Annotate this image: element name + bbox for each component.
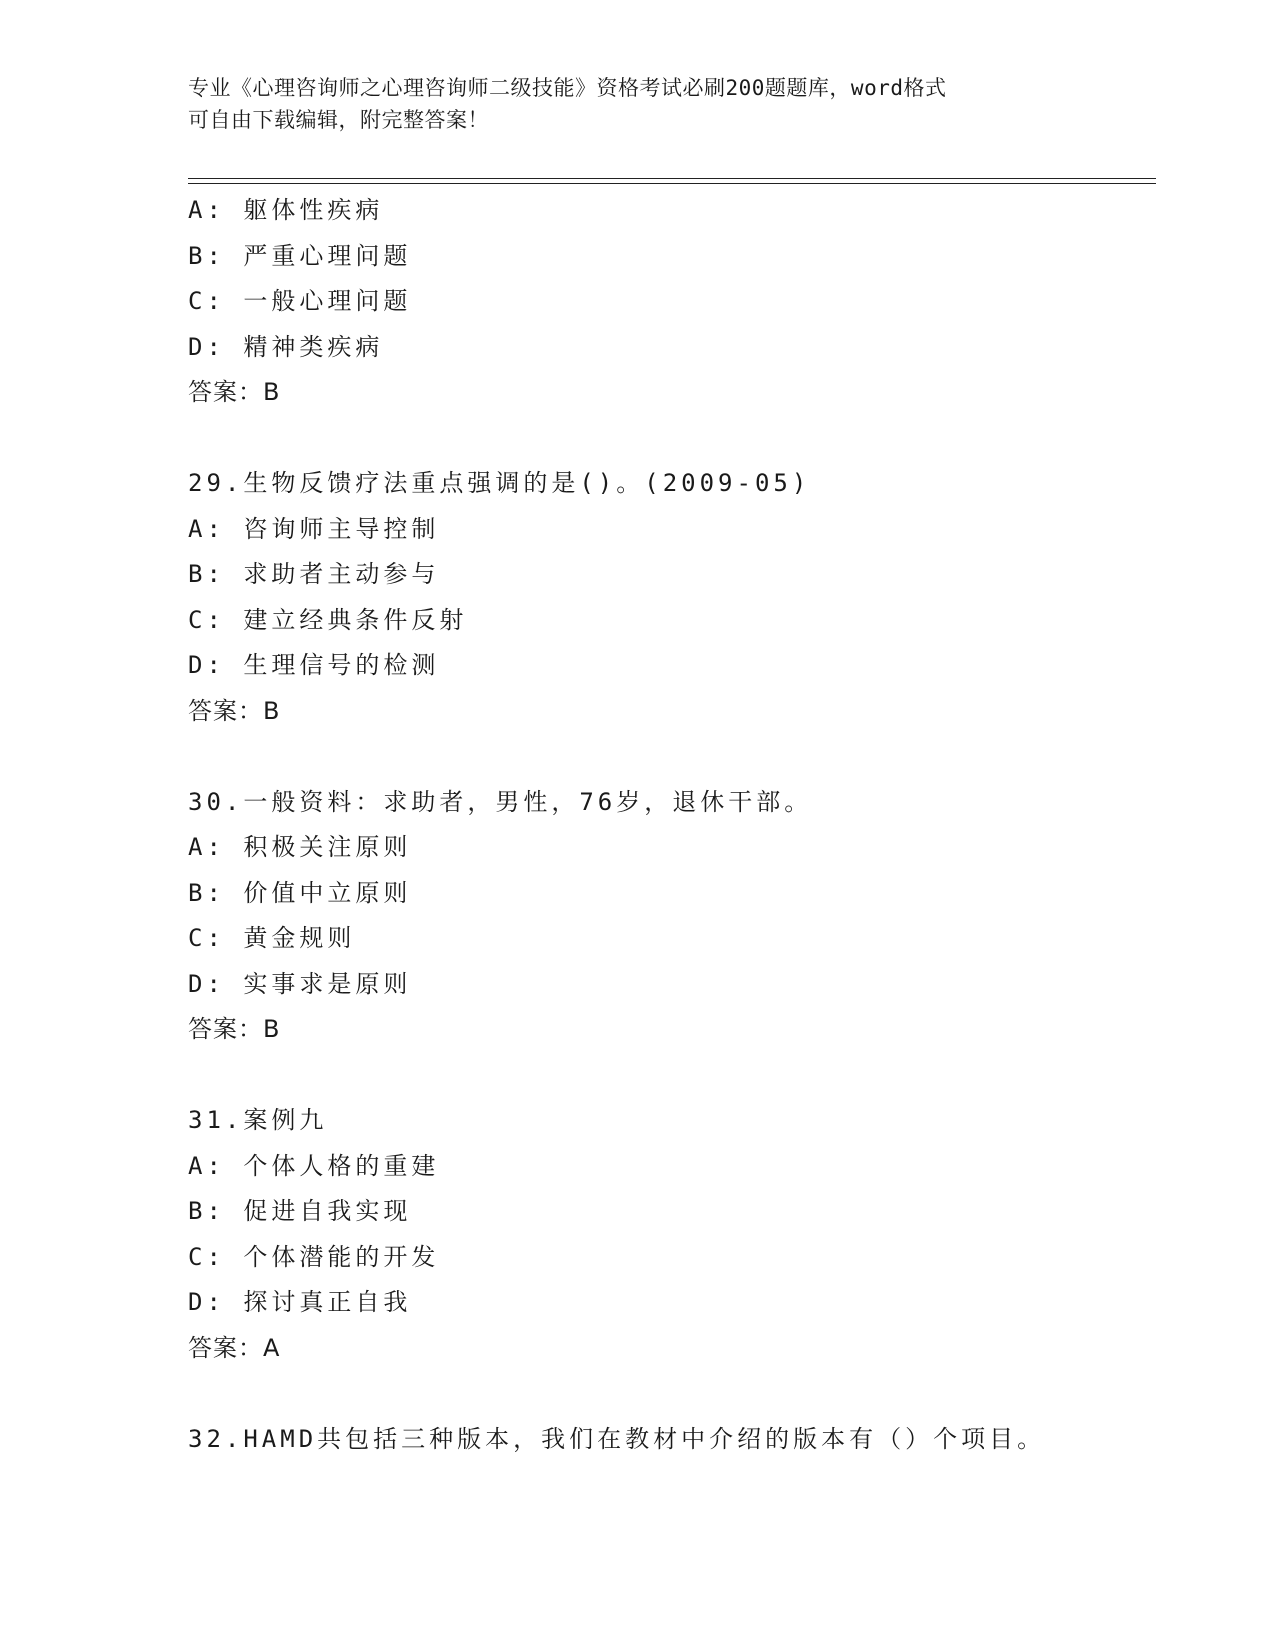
option-c: C: 个体潜能的开发 [188, 1242, 440, 1271]
option-a: A: 躯体性疾病 [188, 196, 384, 224]
option-b: B: 价值中立原则 [188, 878, 412, 907]
block-spacer [188, 1053, 1148, 1099]
option-b: B: 求助者主动参与 [188, 560, 440, 588]
header-divider-top [188, 178, 1156, 179]
question-block-31 [188, 1098, 1148, 1371]
header-line-1: 专业《心理咨询师之心理咨询师二级技能》资格考试必刷200题题库，word格式 [188, 76, 947, 100]
question-text: 31.案例九 [188, 1106, 328, 1134]
block-spacer [188, 416, 1148, 462]
option-a: A: 积极关注原则 [188, 833, 412, 861]
answer-line: 答案：B [188, 378, 281, 406]
question-text: 32.HAMD共包括三种版本，我们在教材中介绍的版本有（）个项目。 [188, 1424, 1046, 1453]
block-spacer [188, 1371, 1148, 1417]
question-block-28 [188, 188, 1148, 416]
question-text: 30.一般资料：求助者，男性，76岁，退休干部。 [188, 787, 813, 816]
option-d: D: 精神类疾病 [188, 332, 384, 361]
document-header [188, 72, 1088, 136]
option-a: A: 个体人格的重建 [188, 1151, 440, 1180]
option-c: C: 一般心理问题 [188, 287, 412, 315]
option-b: B: 严重心理问题 [188, 241, 412, 270]
answer-line: 答案：B [188, 696, 281, 725]
option-d: D: 生理信号的检测 [188, 651, 440, 679]
option-d: D: 探讨真正自我 [188, 1288, 412, 1316]
question-block-32 [188, 1417, 1148, 1463]
question-block-29 [188, 461, 1148, 734]
question-text: 29.生物反馈疗法重点强调的是()。(2009-05) [188, 469, 811, 497]
option-c: C: 黄金规则 [188, 924, 356, 952]
header-divider-bottom [188, 183, 1156, 184]
option-b: B: 促进自我实现 [188, 1197, 412, 1225]
question-list [188, 188, 1148, 1462]
question-block-30 [188, 780, 1148, 1053]
answer-line: 答案：B [188, 1015, 281, 1043]
option-c: C: 建立经典条件反射 [188, 605, 468, 634]
answer-line: 答案：A [188, 1333, 281, 1362]
option-d: D: 实事求是原则 [188, 969, 412, 998]
block-spacer [188, 734, 1148, 780]
header-line-2: 可自由下载编辑，附完整答案！ [188, 108, 489, 132]
option-a: A: 咨询师主导控制 [188, 514, 440, 543]
